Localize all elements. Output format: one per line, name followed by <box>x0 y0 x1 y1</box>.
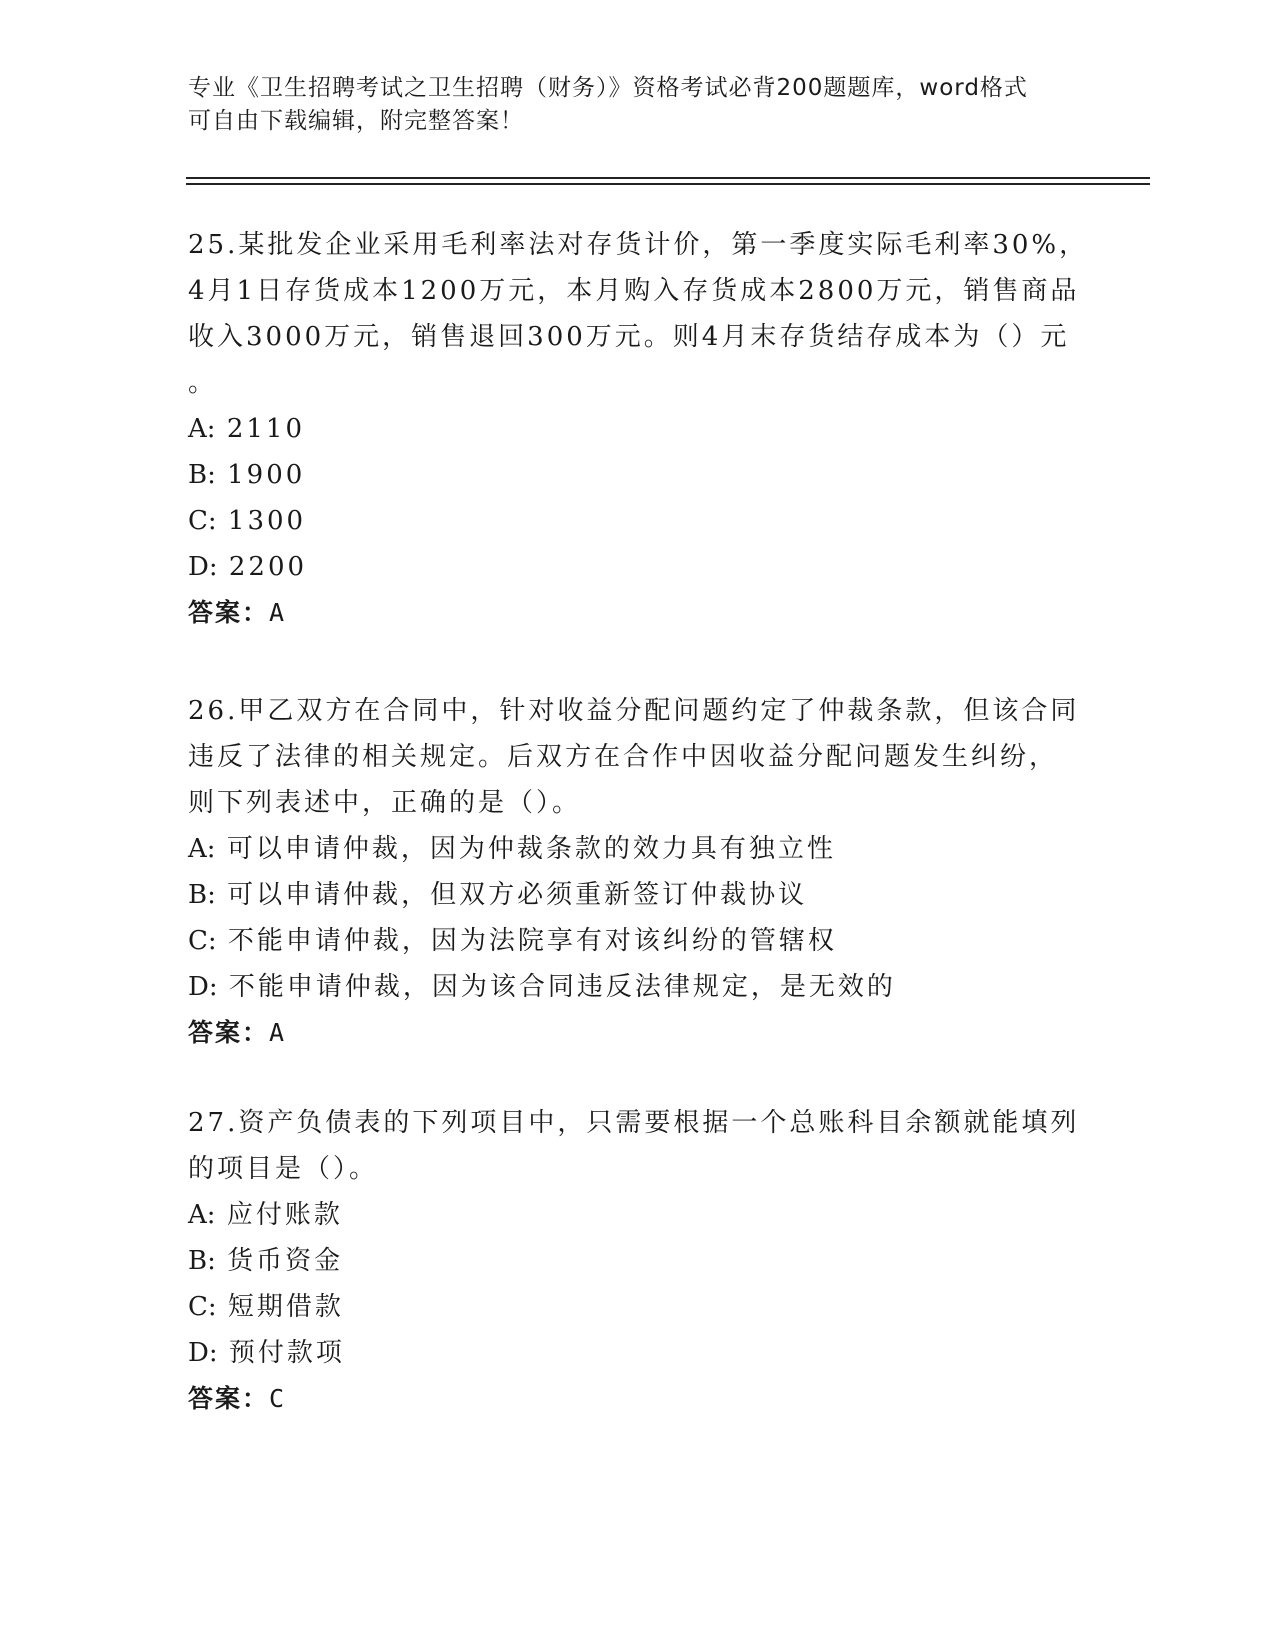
option-text: 短期借款 <box>227 1292 344 1322</box>
option-letter: C: <box>188 926 217 956</box>
answer-value: C <box>269 1384 287 1413</box>
option-d <box>188 1330 1088 1376</box>
question-stem-line: 25.某批发企业采用毛利率法对存货计价，第一季度实际毛利率30%， <box>188 230 1089 260</box>
question-stem-line: 。 <box>188 368 218 398</box>
question-stem-line: 的项目是（）。 <box>188 1154 379 1184</box>
answer-label: 答案： <box>188 1384 270 1413</box>
option-letter: A: <box>188 834 216 864</box>
option-letter: A: <box>188 414 216 444</box>
option-letter: D: <box>188 1338 218 1368</box>
option-letter: C: <box>188 506 217 536</box>
option-c <box>188 498 1088 544</box>
question-stem-line: 26.甲乙双方在合同中，针对收益分配问题约定了仲裁条款，但该合同 <box>188 696 1080 726</box>
question-stem-line: 27.资产负债表的下列项目中，只需要根据一个总账科目余额就能填列 <box>188 1108 1080 1138</box>
option-letter: C: <box>188 1292 217 1322</box>
option-a <box>188 406 1088 452</box>
question-25 <box>188 222 1088 636</box>
option-letter: B: <box>188 1246 216 1276</box>
answer-line <box>188 1010 1088 1056</box>
option-b <box>188 872 1088 918</box>
question-26 <box>188 688 1088 1056</box>
option-text: 2200 <box>228 552 308 582</box>
option-text: 不能申请仲裁，因为该合同违反法律规定，是无效的 <box>228 972 896 1002</box>
option-letter: D: <box>188 972 218 1002</box>
option-letter: B: <box>188 460 216 490</box>
option-a <box>188 826 1088 872</box>
option-letter: D: <box>188 552 218 582</box>
answer-line <box>188 590 1088 636</box>
header-title-line-2: 可自由下载编辑，附完整答案！ <box>188 108 524 134</box>
option-text: 不能申请仲裁，因为法院享有对该纠纷的管辖权 <box>227 926 837 956</box>
option-text: 预付款项 <box>228 1338 345 1368</box>
option-c <box>188 918 1088 964</box>
answer-line <box>188 1376 1088 1422</box>
answer-label: 答案： <box>188 1018 270 1047</box>
question-stem-line: 4月1日存货成本1200万元，本月购入存货成本2800万元，销售商品 <box>188 276 1080 306</box>
option-text: 1900 <box>227 460 306 490</box>
option-text: 2110 <box>226 414 305 444</box>
option-c <box>188 1284 1088 1330</box>
option-text: 应付账款 <box>226 1200 343 1230</box>
option-text: 1300 <box>227 506 307 536</box>
header-title-line-1: 专业《卫生招聘考试之卫生招聘（财务）》资格考试必背200题题库，word格式 <box>188 75 1028 101</box>
option-text: 货币资金 <box>227 1246 344 1276</box>
question-stem-line: 收入3000万元，销售退回300万元。则4月末存货结存成本为（）元 <box>188 322 1070 352</box>
question-stem-line: 违反了法律的相关规定。后双方在合作中因收益分配问题发生纠纷， <box>188 742 1059 772</box>
question-stem-line: 则下列表述中，正确的是（）。 <box>188 788 582 818</box>
option-letter: B: <box>188 880 216 910</box>
option-text: 可以申请仲裁，但双方必须重新签订仲裁协议 <box>227 880 808 910</box>
option-letter: A: <box>188 1200 216 1230</box>
option-a <box>188 1192 1088 1238</box>
question-27 <box>188 1100 1088 1422</box>
document-header <box>188 72 1088 138</box>
answer-label: 答案： <box>188 598 270 627</box>
option-text: 可以申请仲裁，因为仲裁条款的效力具有独立性 <box>226 834 836 864</box>
option-d <box>188 964 1088 1010</box>
answer-value: A <box>269 1018 287 1047</box>
header-divider-top <box>186 177 1150 179</box>
answer-value: A <box>269 598 287 627</box>
option-d <box>188 544 1088 590</box>
option-b <box>188 452 1088 498</box>
option-b <box>188 1238 1088 1284</box>
header-divider-bottom <box>186 183 1150 185</box>
